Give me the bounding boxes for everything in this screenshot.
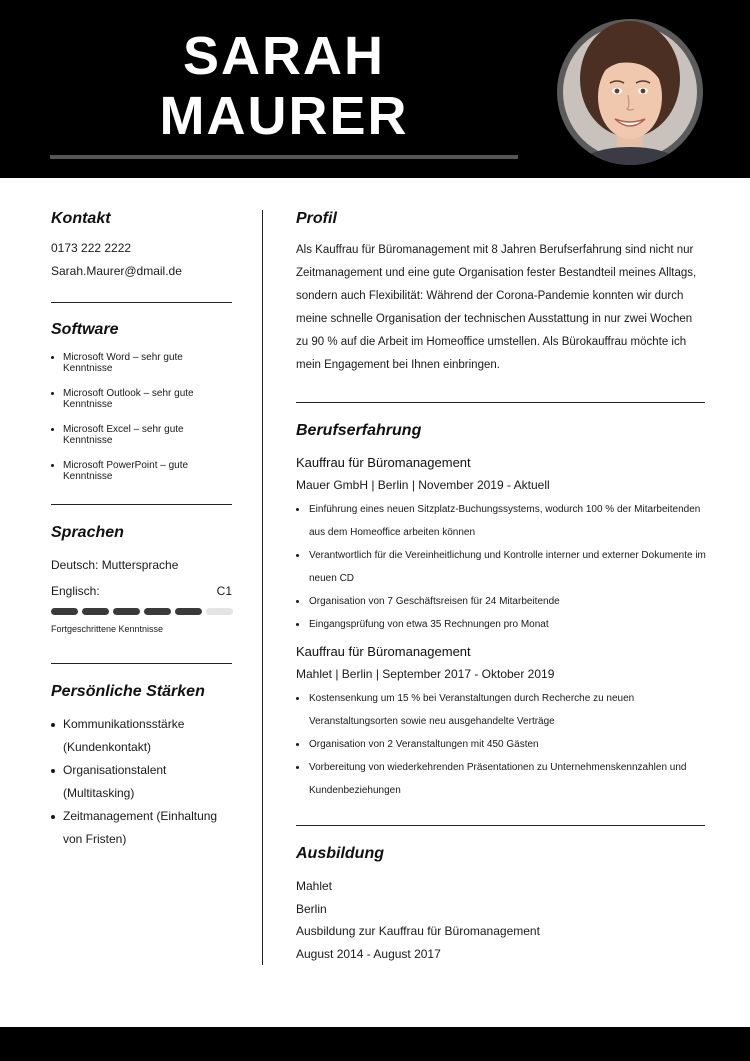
column-divider (262, 210, 263, 965)
list-item: Eingangsprüfung von etwa 35 Rechnungen pro Monat (296, 613, 706, 636)
contact-heading: Kontakt (51, 210, 111, 227)
rating-dot (175, 608, 202, 615)
languages-heading: Sprachen (51, 524, 124, 541)
header-band (0, 0, 750, 178)
section-divider (51, 504, 232, 505)
portrait-illustration (557, 19, 703, 165)
strengths-list (51, 713, 236, 851)
footer-band (0, 1027, 750, 1061)
profile-text: Als Kauffrau für Büromanagement mit 8 Jahren Berufserfahrung sind nicht nur Zeitmanagement und eine gute Organisation fester Bestandteil meines Alltags, sondern auch Flexibilität: Während der Corona-Pandemie konnten wir durch meine schnelle Organisation der technischen Ausstattung in nur zwei Wochen zu 90 % auf die Arbeit im Homeoffice umstellen. Als Bürokauffrau möchte ich mein Engagement bei Ihnen einbringen. (296, 244, 697, 371)
language-english-level: C1 (216, 584, 232, 598)
education-city: Berlin (296, 902, 327, 916)
list-item: Kommunikationsstärke (Kundenkontakt) (51, 713, 236, 759)
job-bullets (296, 687, 706, 802)
job-meta: Mahlet | Berlin | September 2017 - Oktober 2019 (296, 667, 555, 681)
contact-phone: 0173 222 2222 (51, 241, 132, 255)
list-item: Zeitmanagement (Einhaltung von Fristen) (51, 805, 236, 851)
experience-heading: Berufserfahrung (296, 422, 422, 439)
education-heading: Ausbildung (296, 845, 384, 862)
education-period: August 2014 - August 2017 (296, 947, 441, 961)
list-item: Microsoft Outlook – sehr gute Kenntnisse (51, 388, 231, 410)
list-item: Organisation von 7 Geschäftsreisen für 24 Mitarbeitende (296, 590, 706, 613)
list-item: Organisation von 2 Veranstaltungen mit 450 Gästen (296, 733, 706, 756)
list-item: Microsoft PowerPoint – gute Kenntnisse (51, 460, 231, 482)
language-english-label: Englisch: (51, 584, 100, 598)
language-rating (51, 608, 233, 616)
rating-dot (82, 608, 109, 615)
last-name: MAURER (159, 86, 409, 146)
section-divider (296, 825, 705, 826)
list-item: Kostensenkung um 15 % bei Veranstaltungen durch Recherche zu neuen Veranstaltungsorten sowie neu ausgehandelte Verträge (296, 687, 706, 733)
list-item: Microsoft Word – sehr gute Kenntnisse (51, 352, 231, 374)
education-degree: Ausbildung zur Kauffrau für Büromanagement (296, 924, 540, 938)
section-divider (296, 402, 705, 403)
job-bullets (296, 498, 706, 636)
first-name: SARAH (182, 26, 385, 86)
software-heading: Software (51, 321, 119, 338)
section-divider (51, 663, 232, 664)
profile-heading: Profil (296, 210, 337, 227)
rating-dot (144, 608, 171, 615)
profile-photo (557, 19, 703, 165)
list-item: Vorbereitung von wiederkehrenden Präsentationen zu Unternehmenskennzahlen und Kundenbeziehungen (296, 756, 706, 802)
language-english-note: Fortgeschrittene Kenntnisse (51, 624, 164, 634)
language-english-row (51, 584, 232, 598)
list-item: Einführung eines neuen Sitzplatz-Buchungssystems, wodurch 100 % der Mitarbeitenden aus dem Homeoffice arbeiten können (296, 498, 706, 544)
job-title: Kauffrau für Büromanagement (296, 644, 471, 659)
strengths-heading: Persönliche Stärken (51, 683, 205, 700)
rating-dot (206, 608, 233, 615)
rating-dot (113, 608, 140, 615)
candidate-name (50, 26, 518, 146)
contact-email: Sarah.Maurer@dmail.de (51, 264, 182, 278)
education-institution: Mahlet (296, 879, 333, 893)
software-list (51, 352, 231, 496)
name-underline (50, 155, 518, 159)
language-german: Deutsch: Muttersprache (51, 558, 179, 572)
rating-dot (51, 608, 78, 615)
section-divider (51, 302, 232, 303)
list-item: Microsoft Excel – sehr gute Kenntnisse (51, 424, 231, 446)
job-title: Kauffrau für Büromanagement (296, 455, 471, 470)
job-meta: Mauer GmbH | Berlin | November 2019 - Aktuell (296, 478, 550, 492)
list-item: Organisationstalent (Multitasking) (51, 759, 236, 805)
list-item: Verantwortlich für die Vereinheitlichung und Kontrolle interner und externer Dokumente im neuen CD (296, 544, 706, 590)
